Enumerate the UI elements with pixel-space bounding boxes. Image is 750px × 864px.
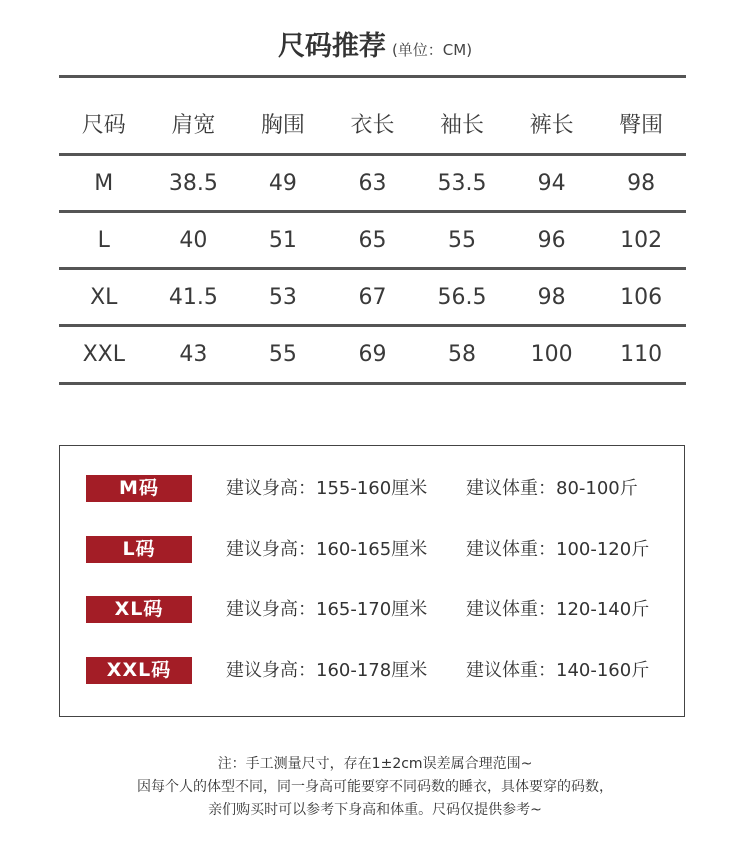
cell-chest: 51: [268, 228, 297, 253]
cell-sleeve: 53.5: [437, 171, 487, 196]
recommendation-row: [60, 475, 686, 503]
size-badge: XXL码: [86, 657, 192, 684]
notes: [0, 753, 750, 822]
cell-length: 69: [358, 342, 387, 367]
recommendation-row: [60, 657, 686, 685]
table-bottom-rule: [59, 382, 686, 385]
cell-hip: 102: [620, 228, 663, 253]
cell-shoulder: 43: [179, 342, 208, 367]
weight-recommendation: 建议体重：120-140斤: [466, 599, 650, 620]
weight-recommendation: 建议体重：80-100斤: [466, 478, 638, 499]
header-hip: 臀围: [619, 113, 664, 138]
note-line: 注：手工测量尺寸，存在1±2cm误差属合理范围~: [217, 756, 533, 772]
recommendation-row: [60, 536, 686, 564]
cell-hip: 98: [627, 171, 656, 196]
cell-pants: 96: [537, 228, 566, 253]
title-main: 尺码推荐: [277, 31, 386, 62]
cell-pants: 94: [537, 171, 566, 196]
cell-hip: 106: [620, 285, 663, 310]
cell-sleeve: 56.5: [437, 285, 487, 310]
header-pants: 裤长: [529, 113, 574, 138]
cell-size: L: [97, 228, 110, 253]
header-chest: 胸围: [260, 113, 305, 138]
cell-chest: 55: [268, 342, 297, 367]
header-shoulder: 肩宽: [171, 113, 216, 138]
header-sleeve: 袖长: [440, 113, 485, 138]
cell-size: XL: [90, 285, 118, 310]
height-recommendation: 建议身高：165-170厘米: [226, 599, 428, 620]
table-top-rule: [59, 75, 686, 78]
table-rule: [59, 210, 686, 213]
note-line: 因每个人的体型不同，同一身高可能要穿不同码数的睡衣，具体要穿的码数，: [137, 779, 613, 795]
table-row: [59, 226, 686, 256]
cell-pants: 100: [530, 342, 573, 367]
cell-pants: 98: [537, 285, 566, 310]
size-badge: M码: [86, 475, 192, 502]
table-header-row: [59, 111, 686, 141]
recommendation-row: [60, 596, 686, 624]
cell-length: 63: [358, 171, 387, 196]
size-badge: L码: [86, 536, 192, 563]
height-recommendation: 建议身高：155-160厘米: [226, 478, 428, 499]
height-recommendation: 建议身高：160-165厘米: [226, 539, 428, 560]
cell-length: 67: [358, 285, 387, 310]
table-rule: [59, 153, 686, 156]
cell-length: 65: [358, 228, 387, 253]
cell-sleeve: 58: [448, 342, 477, 367]
size-badge: XL码: [86, 596, 192, 623]
table-row: [59, 283, 686, 313]
cell-chest: 49: [268, 171, 297, 196]
header-length: 衣长: [350, 113, 395, 138]
table-row: [59, 169, 686, 199]
cell-size: XXL: [82, 342, 125, 367]
weight-recommendation: 建议体重：140-160斤: [466, 660, 650, 681]
cell-shoulder: 40: [179, 228, 208, 253]
cell-shoulder: 41.5: [168, 285, 218, 310]
cell-shoulder: 38.5: [168, 171, 218, 196]
weight-recommendation: 建议体重：100-120斤: [466, 539, 650, 560]
cell-hip: 110: [620, 342, 663, 367]
recommendation-box: [59, 445, 685, 717]
cell-chest: 53: [268, 285, 297, 310]
table-row: [59, 340, 686, 370]
cell-size: M: [94, 171, 114, 196]
table-rule: [59, 267, 686, 270]
table-rule: [59, 324, 686, 327]
height-recommendation: 建议身高：160-178厘米: [226, 660, 428, 681]
header-size: 尺码: [81, 113, 126, 138]
note-line: 亲们购买时可以参考下身高和体重。尺码仅提供参考~: [208, 802, 542, 818]
title-unit: (单位：CM): [391, 41, 473, 59]
page-title: [0, 24, 750, 63]
cell-sleeve: 55: [448, 228, 477, 253]
